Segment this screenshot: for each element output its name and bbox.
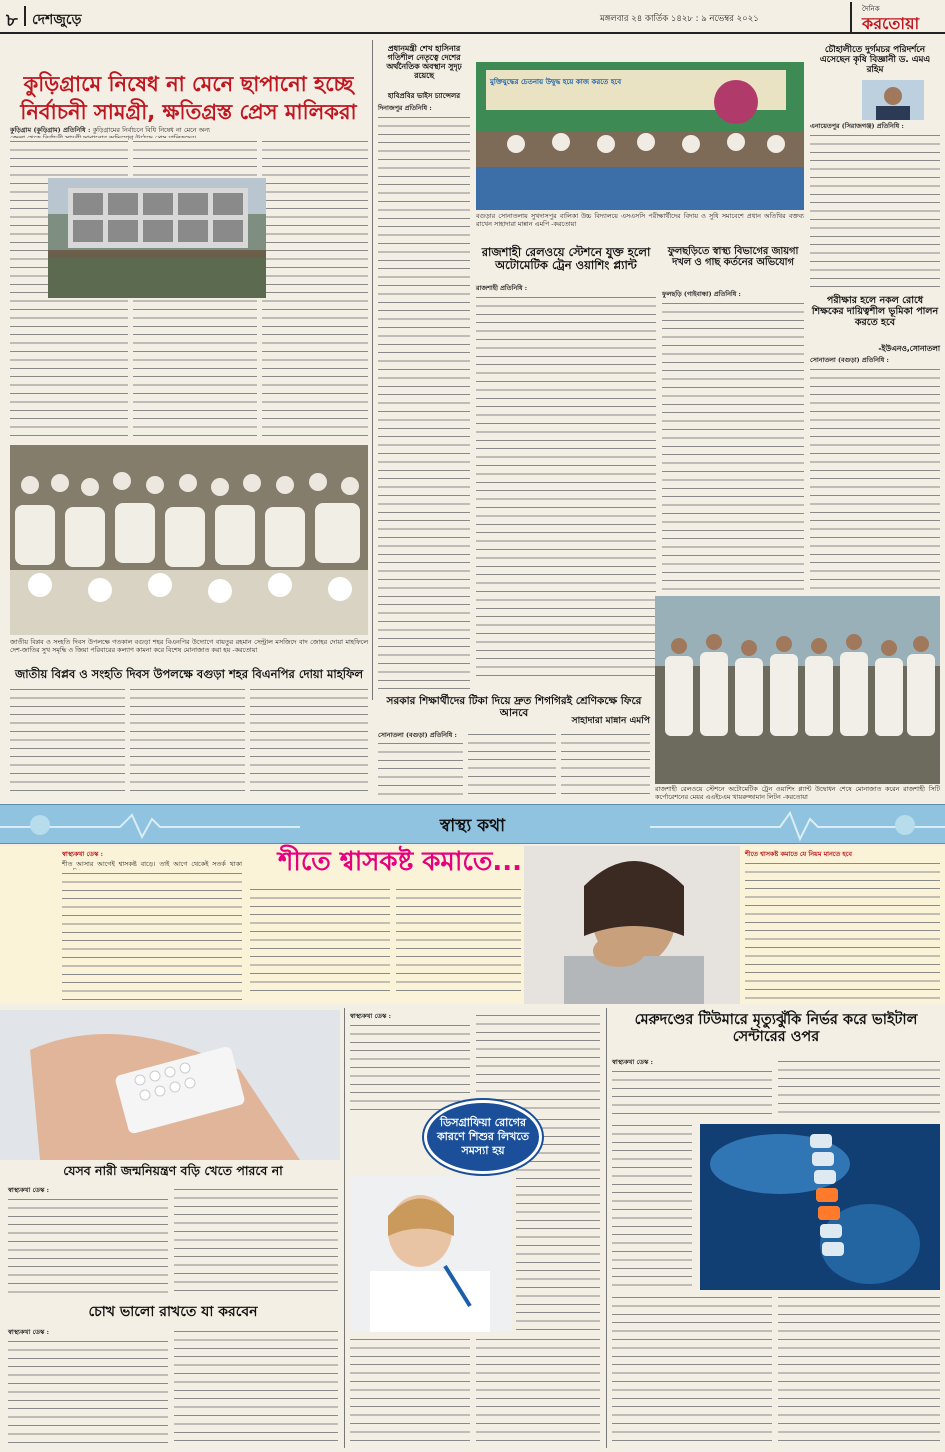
chowhali-headline: চৌহালীতে দুর্গমচর পরিদর্শনে এসেছেন কৃষি বিজ্ঞানী ড. এমএ রহিম bbox=[819, 45, 931, 76]
dysgraphia-body-col-5 bbox=[476, 1336, 600, 1444]
vaccine-body-col-3 bbox=[561, 731, 650, 796]
rajshahi-headline: রাজশাহী রেলওয়ে স্টেশনে যুক্ত হলো অটোমেটিক ট্রেন ওয়াশিং প্ল্যান্ট bbox=[481, 245, 651, 273]
column-rule bbox=[606, 1008, 607, 1448]
dysgraphia-badge-text: ডিসগ্রাফিয়া রোগের কারণে শিশুর লিখতে সমস্যা হয় bbox=[436, 1116, 530, 1157]
pill-body-col-2 bbox=[174, 1186, 338, 1298]
eyes-body-col-1 bbox=[8, 1338, 168, 1444]
exam-body bbox=[810, 366, 940, 591]
section-title: দেশজুড়ে bbox=[32, 12, 82, 28]
exam-dateline: সোনাতলা (বগুড়া) প্রতিনিধি : bbox=[810, 356, 889, 364]
coughing-photo-graphic bbox=[524, 846, 740, 1004]
fulchhari-dateline: ফুলছড়ি (গাইবান্ধা) প্রতিনিধি : bbox=[662, 290, 741, 298]
cold-side-title: শীতে শ্বাসকষ্ট কমাতে যে নিয়ম মানতে হবে bbox=[745, 850, 852, 858]
pill-body-col-1 bbox=[8, 1196, 168, 1298]
spine-graphic bbox=[700, 1124, 940, 1290]
page-section-badge bbox=[24, 6, 26, 26]
dysgraphia-body-col-4 bbox=[350, 1336, 470, 1444]
spine-body-col-2 bbox=[778, 1058, 940, 1118]
spine-body-col-3 bbox=[612, 1122, 692, 1290]
coughing-woman-photo bbox=[524, 846, 740, 1004]
exam-subheadline: -ইউএনও,সোনাতলা bbox=[878, 344, 940, 353]
issue-date: মঙ্গলবার ২৪ কার্তিক ১৪২৮ : ৯ নভেম্বর ২০২১ bbox=[600, 14, 759, 24]
vaccine-headline: সরকার শিক্ষার্থীদের টিকা দিয়ে দ্রুত শিগগিরই শ্রেণিকক্ষে ফিরে আনবে bbox=[386, 695, 642, 720]
bnp-body-col-2 bbox=[130, 686, 245, 796]
cold-body-col-4 bbox=[745, 860, 940, 1000]
logo-small: দৈনিক bbox=[862, 5, 880, 13]
kurigram-lead: কুড়িগ্রামের নির্বাচনে বিধি নিষেধ না মেনে অন্য bbox=[92, 126, 210, 134]
railway-photo-graphic bbox=[655, 596, 940, 784]
page-number: ৮ bbox=[6, 10, 18, 31]
railway-photo-caption: রাজশাহী রেলওয়ে স্টেশনে অটোমেটিক ট্রেন ওয়াশিং প্ল্যান্ট উদ্বোধন শেষে মোনাজাত করেন রাজশাহী সিটি কর্পোরেশনের মেয়র এএইচএম খায়রুজ্জামান লিটন -করতোয়া bbox=[655, 785, 940, 802]
kurigram-headline-line-1: কুড়িগ্রামে নিষেধ না মেনে ছাপানো হচ্ছে bbox=[23, 72, 354, 96]
pm-body bbox=[378, 114, 470, 689]
press-photo-graphic bbox=[48, 178, 266, 298]
chowhali-portrait bbox=[862, 80, 924, 120]
pm-headline: প্রধানমন্ত্রী শেখ হাসিনার গতিশীল নেতৃত্বে দেশের অর্থনৈতিক অবস্থান সুদৃঢ় রয়েছে bbox=[386, 44, 462, 80]
cold-body-col-1 bbox=[62, 870, 242, 1000]
eyes-dateline: স্বাস্থ্যকথা ডেস্ক : bbox=[8, 1328, 49, 1336]
event-photo bbox=[476, 62, 804, 210]
column-rule bbox=[372, 40, 373, 700]
cold-body-col-3 bbox=[396, 886, 521, 998]
railway-photo bbox=[655, 596, 940, 784]
rajshahi-body bbox=[476, 294, 656, 676]
cold-headline: শীতে শ্বাসকষ্ট কমাতে... bbox=[278, 847, 522, 877]
vaccine-body-col-1 bbox=[378, 740, 463, 796]
health-band-title: স্বাস্থ্য কথা bbox=[439, 816, 506, 836]
prayer-photo bbox=[10, 445, 368, 635]
eyes-body-col-2 bbox=[174, 1328, 338, 1444]
dysgraphia-badge bbox=[424, 1100, 542, 1174]
bnp-headline: জাতীয় বিপ্লব ও সংহতি দিবস উপলক্ষে বগুড়া শহর বিএনপির দোয়া মাহফিল bbox=[14, 667, 364, 681]
vaccine-body-col-2 bbox=[468, 731, 556, 796]
rajshahi-dateline: রাজশাহী প্রতিনিধি : bbox=[476, 284, 528, 292]
bnp-body-col-3 bbox=[250, 686, 368, 796]
pill-photo-graphic bbox=[0, 1010, 340, 1160]
press-photo bbox=[48, 178, 266, 298]
spine-body-col-5 bbox=[778, 1294, 940, 1444]
prayer-photo-graphic bbox=[10, 445, 368, 635]
spine-body-col-1 bbox=[612, 1068, 772, 1118]
cold-dateline: স্বাস্থ্যকথা ডেস্ক : bbox=[62, 850, 103, 858]
event-caption: বগুড়ার সোনাতলায় সুখদাসপুর বালিকা উচ্চ বিদ্যালয়ে এসএসসি পরীক্ষার্থীদের বিদায় ও সুধি সমাবেশে প্রধান অতিথির বক্তব্য রাখেন সাহাদারা মান্নান এমপি -করতোয়া bbox=[476, 212, 804, 229]
child-photo-graphic bbox=[350, 1176, 512, 1332]
masthead bbox=[0, 0, 945, 34]
health-band bbox=[0, 804, 945, 844]
spine-xray-photo bbox=[700, 1124, 940, 1290]
child-writing-photo bbox=[350, 1176, 512, 1332]
chowhali-body bbox=[810, 132, 940, 292]
spine-headline: মেরুদণ্ডের টিউমারে মৃত্যুঝুঁকি নির্ভর করে ভাইটাল সেন্টারের ওপর bbox=[634, 1012, 918, 1045]
spine-dateline: স্বাস্থ্যকথা ডেস্ক : bbox=[612, 1058, 653, 1066]
column-rule bbox=[344, 1008, 345, 1448]
bnp-body-col-1 bbox=[10, 686, 125, 796]
kurigram-dateline-text: কুড়িগ্রাম (কুড়িগ্রাম) প্রতিনিধি : bbox=[10, 126, 91, 134]
dysgraphia-body-col-1 bbox=[350, 1022, 470, 1116]
event-banner-text: মুক্তিযুদ্ধের চেতনায় উদ্বুদ্ধ হয়ে কাজ করতে হবে bbox=[490, 78, 622, 86]
kurigram-headline bbox=[10, 72, 367, 124]
portrait-graphic bbox=[862, 80, 924, 120]
cold-body-col-2 bbox=[250, 886, 390, 998]
prayer-caption: জাতীয় বিপ্লব ও সংহতি দিবস উপলক্ষে গতকাল বগুড়া শহর বিএনপির উদ্যোগে বায়তুর রহমান সেন্ট্রাল মসজিদে বাদ জোহর দোয়া মাহফিলে দেশ-জাতির সুখ সমৃদ্ধি ও জিয়া পরিবারের কল্যাণ কামনা করে বিশেষ মোনাজাত করা হয় -করতোয়া bbox=[10, 638, 368, 655]
vaccine-dateline: সোনাতলা (বগুড়া) প্রতিনিধি : bbox=[378, 731, 457, 739]
pm-subheadline: হাবিপ্রবির ভাইস চ্যান্সেলর bbox=[387, 92, 461, 100]
chowhali-dateline: এনায়েতপুর (সিরাজগঞ্জ) প্রতিনিধি : bbox=[810, 122, 904, 130]
vaccine-byline: সাহাদারা মান্নান এমপি bbox=[571, 716, 650, 726]
pill-photo bbox=[0, 1010, 340, 1160]
pm-dateline: দিনাজপুর প্রতিনিধি : bbox=[378, 104, 432, 112]
eyes-headline: চোখ ভালো রাখতে যা করবেন bbox=[88, 1304, 258, 1320]
cold-lead: শীত আসার আগেই শ্বাসকষ্ট বাড়ে। তাই আগে থেকেই সতর্ক থাকা bbox=[62, 860, 242, 868]
kurigram-headline-line-2: নির্বাচনী সামগ্রী, ক্ষতিগ্রস্ত প্রেস মালিকরা bbox=[20, 100, 357, 125]
kurigram-dateline bbox=[10, 126, 210, 135]
spine-body-col-4 bbox=[612, 1294, 772, 1444]
exam-headline: পরীক্ষার হলে নকল রোধে শিক্ষকের দায়িত্বশীল ভূমিকা পালন করতে হবে bbox=[811, 295, 939, 328]
pill-headline: যেসব নারী জন্মনিয়ন্ত্রণ বড়ি খেতে পারবে না bbox=[63, 1163, 283, 1178]
cold-article bbox=[0, 846, 945, 1004]
fulchhari-headline: ফুলছড়িতে স্বাস্থ্য বিভাগের জায়গা দখল ও গাছ কর্তনের অভিযোগ bbox=[667, 246, 799, 269]
logo-text: করতোয়া bbox=[862, 14, 920, 33]
kurigram-body-col-3 bbox=[262, 138, 368, 438]
dysgraphia-dateline: স্বাস্থ্যকথা ডেস্ক : bbox=[350, 1012, 391, 1020]
masthead-logo bbox=[850, 2, 940, 32]
pill-dateline: স্বাস্থ্যকথা ডেস্ক : bbox=[8, 1186, 49, 1194]
